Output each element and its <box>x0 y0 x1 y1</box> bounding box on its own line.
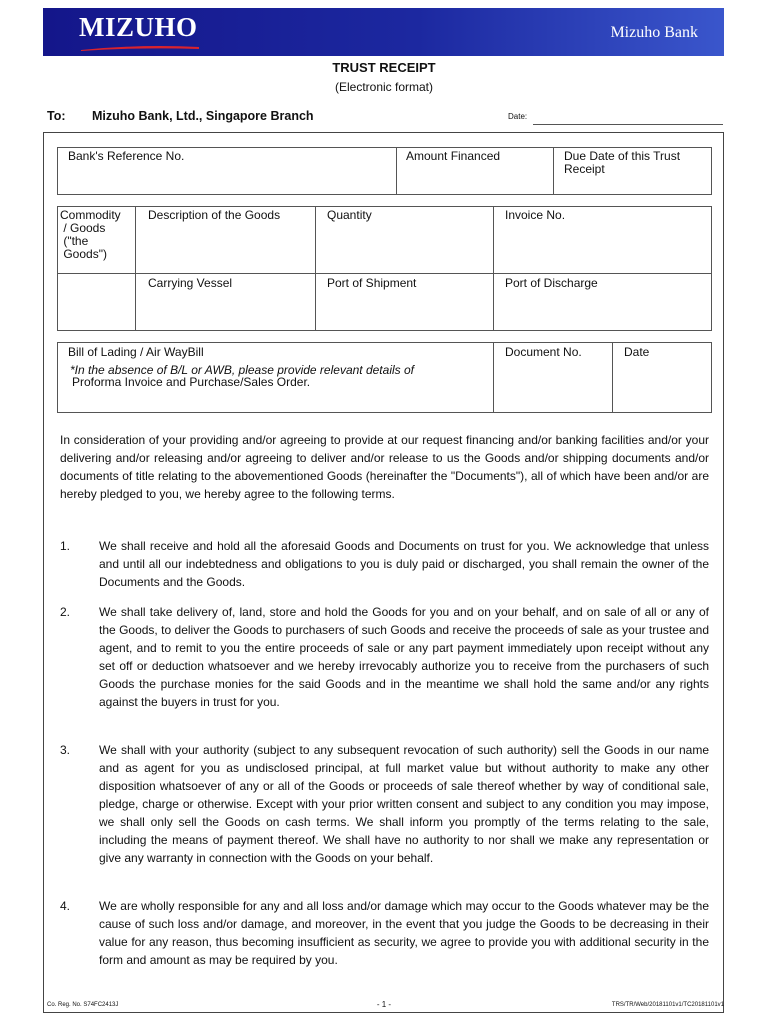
bank-name: Mizuho Bank <box>610 24 698 41</box>
table-divider <box>315 206 316 331</box>
bill-of-lading-field[interactable]: Bill of Lading / Air WayBill <box>68 345 204 359</box>
due-date-label-2: Receipt <box>564 162 605 176</box>
term-number: 3. <box>60 743 71 757</box>
term-number: 4. <box>60 899 71 913</box>
table-divider <box>493 342 494 413</box>
commodity-label-4: Goods") <box>60 247 107 261</box>
term-number: 2. <box>60 605 71 619</box>
goods-table <box>57 206 712 331</box>
port-discharge-field[interactable]: Port of Discharge <box>505 276 598 290</box>
footer-version: TRS/TR/Web/20181101v1/TC20181101v1 <box>611 1002 724 1008</box>
table-divider <box>493 206 494 331</box>
term-text: We shall receive and hold all the aforesaid Goods and Documents on trust for you. We acknowledge that unless and until all our indebtedness and obligations to you is duly paid or discharged, you shall remain the owner of the Documents and the Goods. <box>99 539 709 589</box>
page-number: - 1 - <box>376 1000 392 1009</box>
table-divider <box>553 147 554 195</box>
document-title: TRUST RECEIPT <box>332 60 436 75</box>
term-text: We are wholly responsible for any and all loss and/or damage which may occur to the Goods whatever may be the cause of such loss and/or damage, and moreover, in the event that you judge the Goods to be decreasing in their value for any reason, thus becoming insufficient as security, we agree to provide you with additional security in the form and amount as may be required by you. <box>99 899 709 967</box>
table-divider <box>396 147 397 195</box>
bl-note: *In the absence of B/L or AWB, please provide relevant details of <box>70 363 414 377</box>
logo-swoosh-icon <box>81 45 199 51</box>
commodity-label-3: ("the <box>60 234 89 248</box>
mizuho-logo: MIZUHO <box>79 12 198 42</box>
term-number: 1. <box>60 539 71 553</box>
vessel-field[interactable]: Carrying Vessel <box>148 276 233 290</box>
footer-reg-no: Co. Reg. No. S74FC2413J <box>47 1002 119 1008</box>
document-no-field[interactable]: Document No. <box>505 345 582 359</box>
table-divider <box>57 273 712 274</box>
term-text: We shall with your authority (subject to any subsequent revocation of such authority) sell the Goods in our name and as agent for you as undisclosed principal, at full market value but without authority to make any other disposition whatsoever of any or all of the Goods or proceeds of sale thereof whether by way of conditional sale, pledge, charge or otherwise. Except with your prior written consent and subject to any condition you may impose, we shall only sell the Goods on cash terms. We shall inform you promptly of the terms relating to the sale, including the means of payment thereof. We shall have no authority to nor shall we make any representation or give any warranty in connection with the Goods on your behalf. <box>99 743 709 865</box>
to-recipient: Mizuho Bank, Ltd., Singapore Branch <box>92 109 314 123</box>
amount-financed-field[interactable]: Amount Financed <box>406 149 501 163</box>
quantity-field[interactable]: Quantity <box>327 208 372 222</box>
intro-paragraph: In consideration of your providing and/or agreeing to provide at our request financing and/or banking facilities and/or your delivering and/or releasing and/or agreeing to deliver and/or release to us the Goods and/or shipping documents and/or documents of title relating to the abovementioned Goods (hereinafter the "Documents"), all of which have been and/or are hereby pledged to you, we hereby agree to the following terms. <box>60 433 709 501</box>
table-divider <box>135 206 136 331</box>
to-label: To: <box>47 109 66 123</box>
due-date-label: Due Date of this Trust <box>564 149 681 163</box>
invoice-field[interactable]: Invoice No. <box>505 208 566 222</box>
commodity-label: Commodity <box>60 208 121 222</box>
date-field-line[interactable] <box>533 124 723 125</box>
bank-reference-field[interactable]: Bank's Reference No. <box>68 149 185 163</box>
table-divider <box>612 342 613 413</box>
bl-note-2: Proforma Invoice and Purchase/Sales Order. <box>72 375 311 389</box>
bl-date-field[interactable]: Date <box>624 345 650 359</box>
description-field[interactable]: Description of the Goods <box>148 208 281 222</box>
term-text: We shall take delivery of, land, store and hold the Goods for you and on your behalf, and on sale of all or any of the Goods, to deliver the Goods to purchasers of such Goods and receive the proceeds of sale as your trustee and agent, and to remit to you the entire proceeds of sale or any part payment immediately upon receipt without any set off or deduction whatsoever and we hereby irrevocably authorize you to receive from the purchasers of such Goods the purchase monies for the said Goods and in the meantime we shall hold the same and/or any rights against the buyers in trust for you. <box>99 605 709 709</box>
commodity-label-2: / Goods <box>60 221 106 235</box>
document-subtitle: (Electronic format) <box>334 80 434 94</box>
header-banner <box>43 8 724 56</box>
port-shipment-field[interactable]: Port of Shipment <box>327 276 417 290</box>
date-label: Date: <box>508 112 528 121</box>
